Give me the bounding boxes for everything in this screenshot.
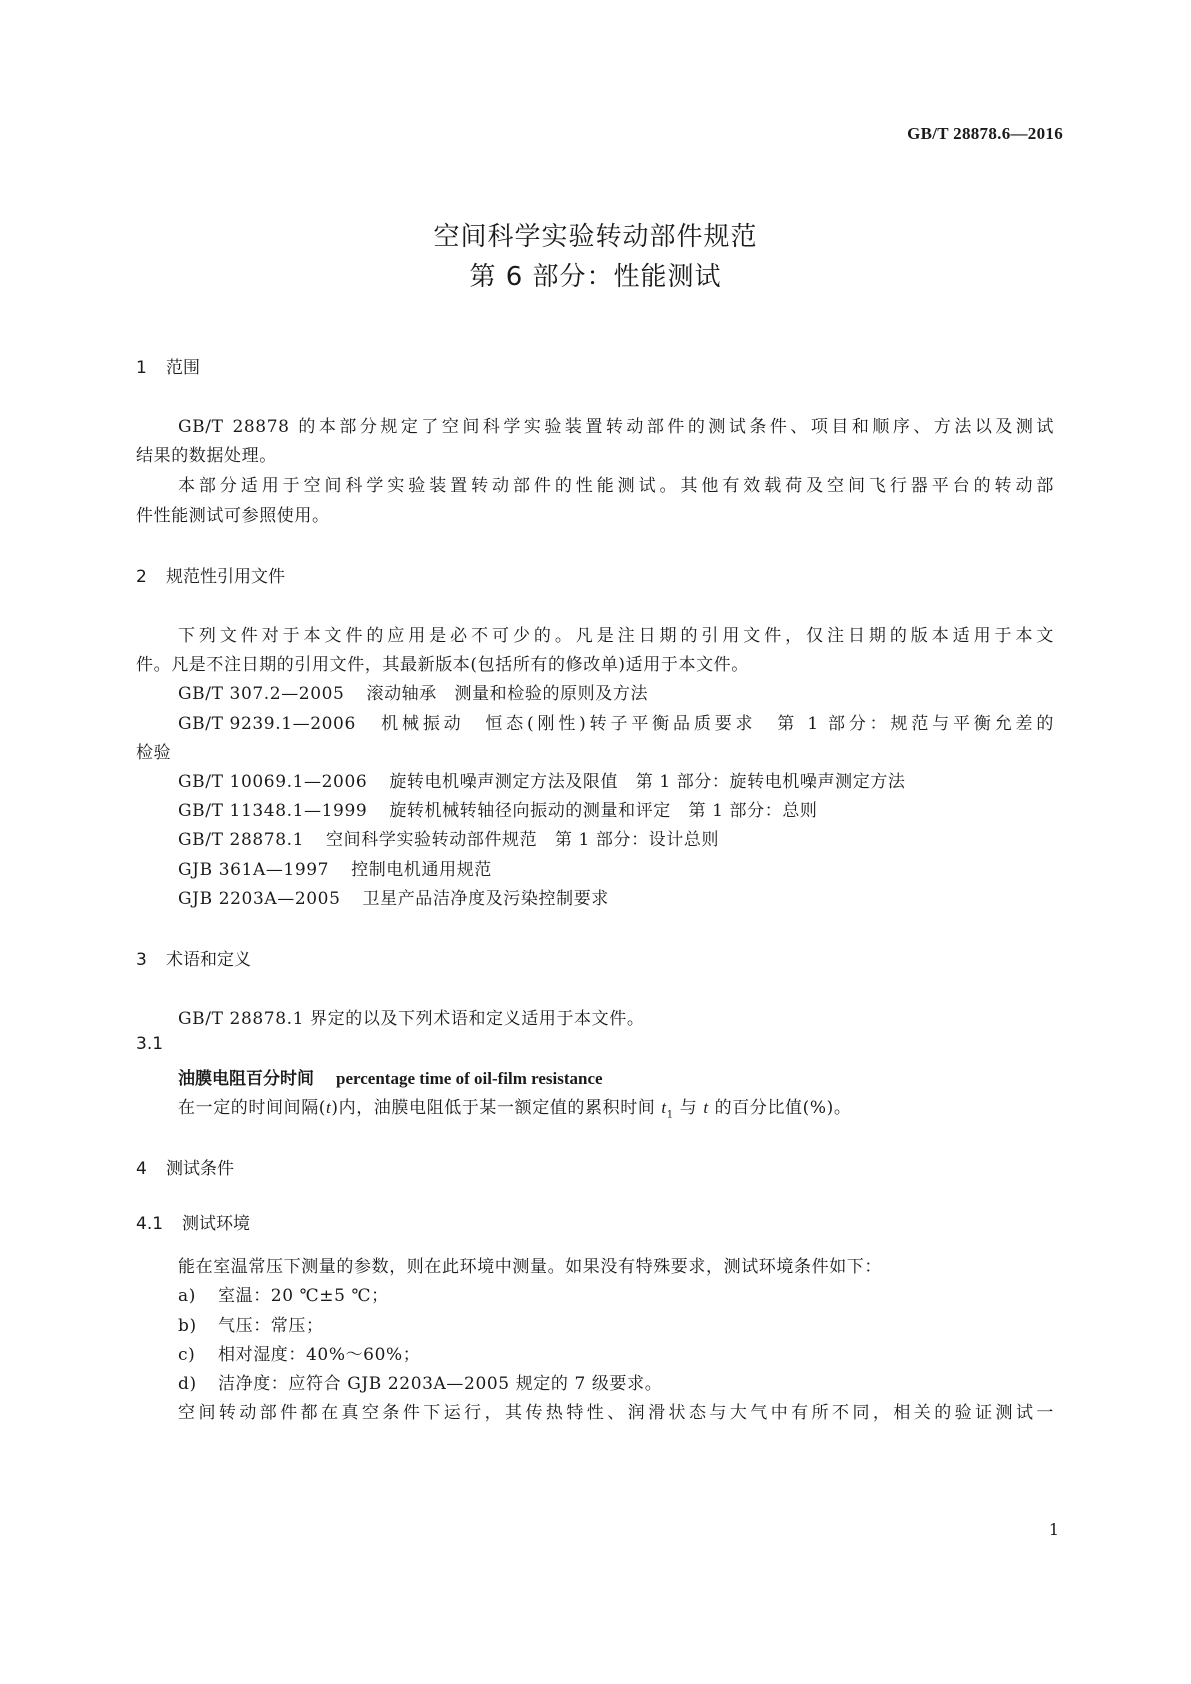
section-number: 4 [136, 1159, 147, 1179]
paragraph: GB/T 28878.1 界定的以及下列术语和定义适用于本文件。 [178, 1009, 645, 1029]
reference-code: GJB 361A—1997 [178, 860, 330, 880]
reference-title: 旋转电机噪声测定方法及限值 第 1 部分：旋转电机噪声测定方法 [389, 772, 906, 792]
document-title: 空间科学实验转动部件规范 [433, 222, 758, 252]
subsection-number: 4.1 [136, 1214, 164, 1234]
paragraph: 件性能测试可参照使用。 [136, 506, 330, 526]
reference-title: 旋转机械转轴径向振动的测量和评定 第 1 部分：总则 [389, 801, 818, 821]
def-part: )内，油膜电阻低于某一额定值的累积时间 [331, 1098, 662, 1118]
list-marker: c) [178, 1345, 196, 1365]
reference-title: 滚动轴承 测量和检验的原则及方法 [366, 684, 649, 704]
section-title: 术语和定义 [166, 950, 251, 970]
math-var: t [703, 1098, 709, 1117]
reference-code: GB/T 10069.1—2006 [178, 772, 368, 792]
list-item [178, 1340, 420, 1365]
paragraph: 本部分适用于空间科学实验装置转动部件的性能测试。其他有效载荷及空间飞行器平台的转动部 [178, 476, 1054, 496]
reference-item [178, 709, 1054, 734]
subsection-4-1-heading [136, 1209, 250, 1234]
reference-code: GB/T 28878.1 [178, 830, 305, 850]
section-2-heading [136, 562, 285, 587]
reference-code: GJB 2203A—2005 [178, 889, 341, 909]
reference-item [178, 796, 818, 821]
reference-code: GB/T 11348.1—1999 [178, 801, 368, 821]
paragraph: GB/T 28878 的本部分规定了空间科学实验装置转动部件的测试条件、项目和顺序、方法以及测试 [178, 417, 1054, 437]
math-subscript: 1 [666, 1109, 674, 1121]
list-marker: d) [178, 1374, 197, 1394]
page-number: 1 [1048, 1520, 1059, 1539]
paragraph: 件。凡是不注日期的引用文件，其最新版本(包括所有的修改单)适用于本文件。 [136, 655, 749, 675]
section-number: 2 [136, 567, 147, 587]
section-number: 3 [136, 950, 147, 970]
list-item [178, 1311, 324, 1336]
math-var: t [326, 1098, 332, 1117]
list-text: 气压：常压； [218, 1316, 324, 1336]
def-part: 的百分比值(%)。 [708, 1098, 852, 1118]
term-english: percentage time of oil-film resistance [336, 1069, 603, 1088]
reference-title: 机械振动 恒态(刚性)转子平衡品质要求 第 1 部分：规范与平衡允差的 [377, 714, 1054, 734]
def-part: 与 [673, 1098, 704, 1118]
reference-item [178, 825, 719, 850]
paragraph: 能在室温常压下测量的参数，则在此环境中测量。如果没有特殊要求，测试环境条件如下： [178, 1257, 882, 1277]
reference-item [178, 767, 906, 792]
reference-item [178, 855, 492, 880]
section-title: 范围 [166, 358, 200, 378]
reference-item [178, 884, 609, 909]
section-4-heading [136, 1154, 234, 1179]
section-title: 规范性引用文件 [166, 567, 285, 587]
list-item [178, 1281, 389, 1306]
section-3-heading [136, 945, 251, 970]
reference-title: 空间科学实验转动部件规范 第 1 部分：设计总则 [326, 830, 720, 850]
paragraph: 下列文件对于本文件的应用是必不可少的。凡是注日期的引用文件，仅注日期的版本适用于本文 [178, 626, 1054, 646]
reference-code: GB/T 9239.1—2006 [178, 714, 356, 734]
list-item [178, 1369, 662, 1394]
reference-item [178, 679, 648, 704]
list-marker: a) [178, 1286, 196, 1306]
reference-continuation: 检验 [136, 743, 172, 763]
subsection-title: 测试环境 [182, 1214, 250, 1234]
list-marker: b) [178, 1316, 197, 1336]
term-chinese: 油膜电阻百分时间 [178, 1069, 314, 1089]
subsection-number: 3.1 [136, 1034, 164, 1054]
reference-title: 卫星产品洁净度及污染控制要求 [362, 889, 609, 909]
section-1-heading [136, 353, 200, 378]
standard-code: GB/T 28878.6—2016 [907, 124, 1063, 143]
list-text: 相对湿度：40%～60%； [218, 1345, 421, 1365]
term-definition [178, 1093, 851, 1120]
reference-title: 控制电机通用规范 [351, 860, 492, 880]
term-entry [178, 1064, 603, 1089]
list-text: 室温：20 ℃±5 ℃； [218, 1286, 389, 1306]
section-title: 测试条件 [166, 1159, 234, 1179]
math-var: t [661, 1098, 667, 1117]
reference-code: GB/T 307.2—2005 [178, 684, 345, 704]
paragraph: 空间转动部件都在真空条件下运行，其传热特性、润滑状态与大气中有所不同，相关的验证测试一 [178, 1403, 1054, 1423]
paragraph: 结果的数据处理。 [136, 446, 277, 466]
list-text: 洁净度：应符合 GJB 2203A—2005 规定的 7 级要求。 [218, 1374, 663, 1394]
document-subtitle: 第 6 部分：性能测试 [469, 262, 722, 292]
def-part: 在一定的时间间隔( [178, 1098, 327, 1118]
section-number: 1 [136, 358, 147, 378]
